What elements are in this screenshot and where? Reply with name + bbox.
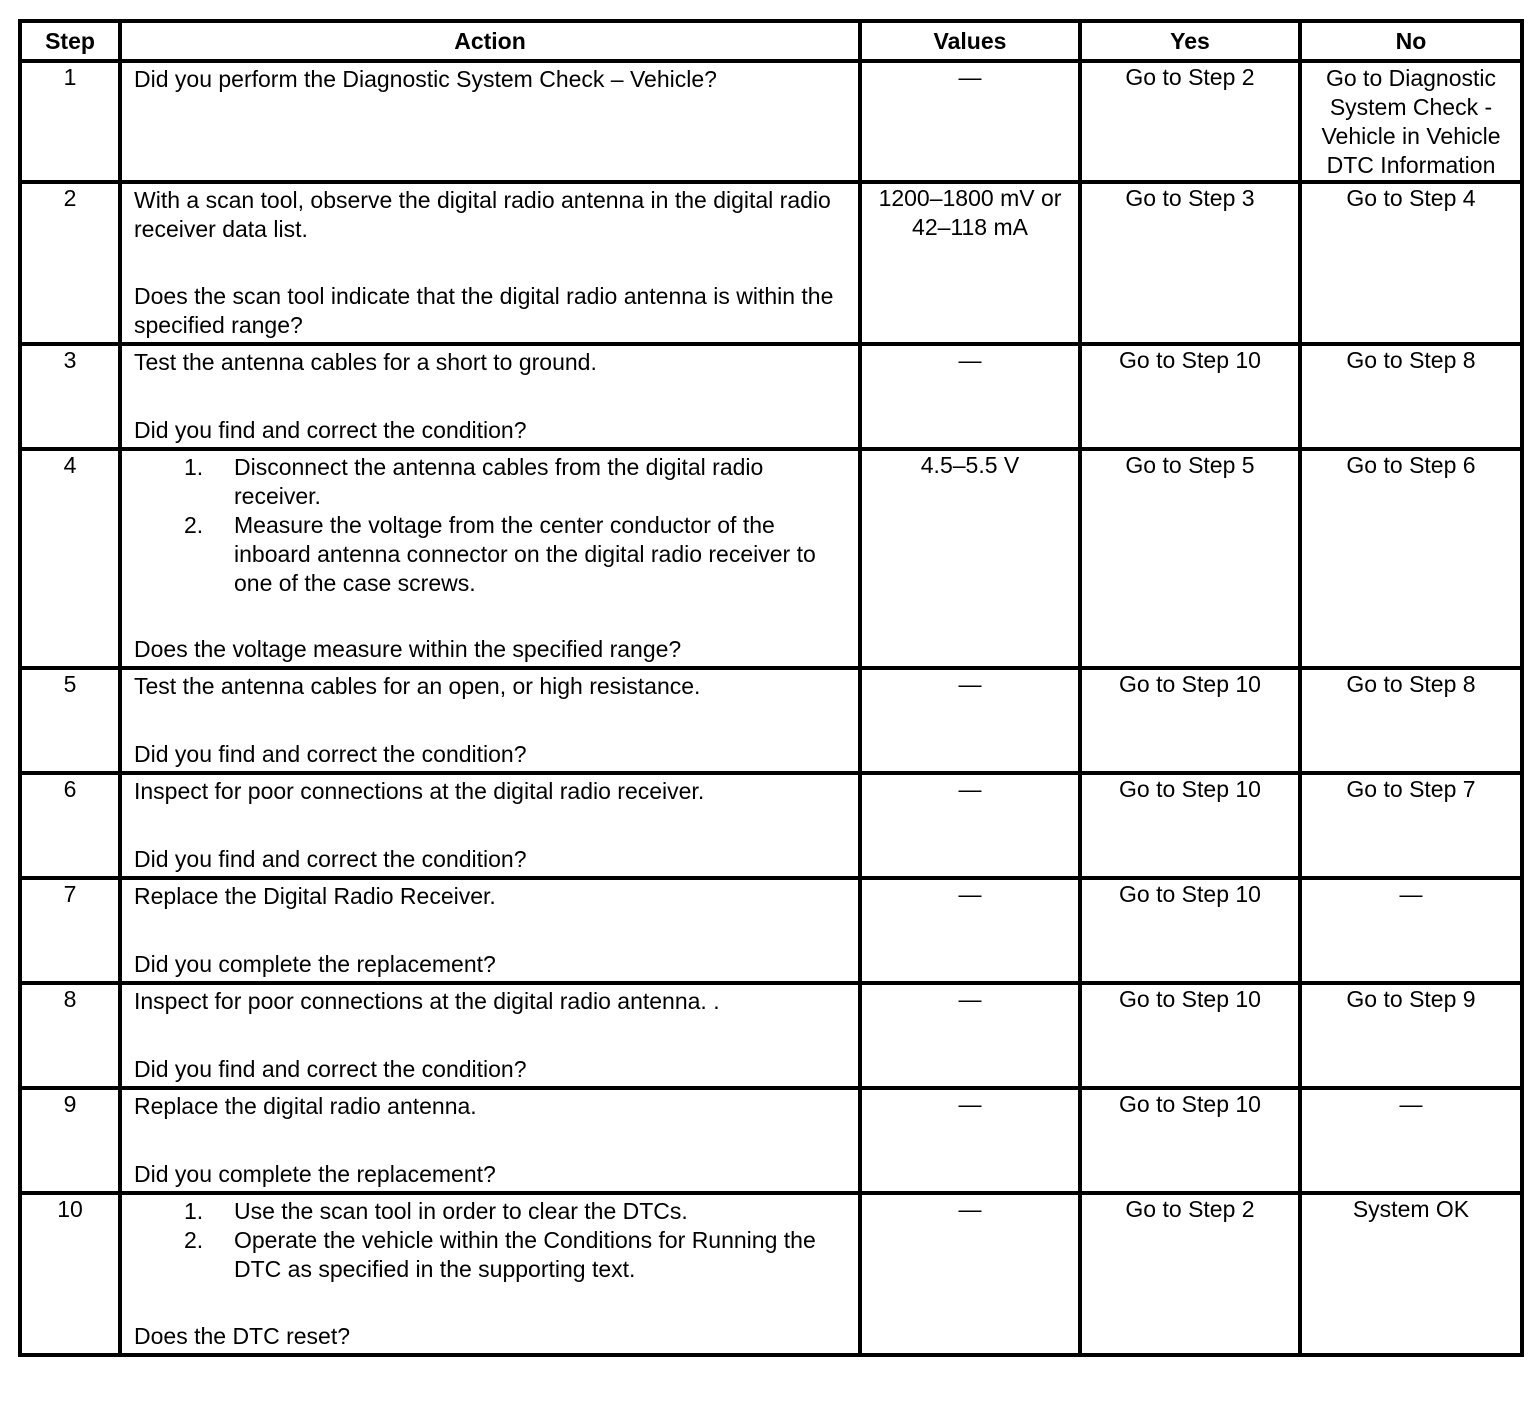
- yes-cell: Go to Step 10: [1080, 983, 1300, 1088]
- header-no: No: [1300, 21, 1522, 61]
- list-number: 1.: [184, 1198, 204, 1224]
- no-cell: Go to Step 4: [1300, 182, 1522, 344]
- action-text: Replace the digital radio antenna.: [134, 1093, 477, 1119]
- action-question: Did you find and correct the condition?: [134, 741, 527, 767]
- action-question: Did you find and correct the condition?: [134, 417, 527, 443]
- step-number: 5: [20, 668, 120, 773]
- action-question: Does the scan tool indicate that the digital radio antenna is within the specified range?: [134, 283, 834, 338]
- table-row: [20, 1193, 1522, 1355]
- value-cell: —: [860, 61, 1080, 182]
- yes-cell: Go to Step 10: [1080, 773, 1300, 878]
- action-cell: [120, 983, 860, 1088]
- action-text: Replace the Digital Radio Receiver.: [134, 883, 496, 909]
- action-cell: [120, 668, 860, 773]
- action-question: Did you complete the replacement?: [134, 1161, 496, 1187]
- list-text: Use the scan tool in order to clear the DTCs.: [234, 1198, 688, 1224]
- list-item: [134, 1197, 846, 1226]
- action-text: Inspect for poor connections at the digital radio antenna. .: [134, 988, 720, 1014]
- yes-cell: Go to Step 10: [1080, 878, 1300, 983]
- value-cell: —: [860, 668, 1080, 773]
- table-row: [20, 878, 1522, 983]
- no-cell: Go to Step 8: [1300, 344, 1522, 449]
- action-cell: [120, 878, 860, 983]
- step-number: 8: [20, 983, 120, 1088]
- table-row: [20, 449, 1522, 668]
- list-number: 2.: [184, 1227, 204, 1253]
- table-row: [20, 773, 1522, 878]
- step-number: 3: [20, 344, 120, 449]
- action-cell: [120, 182, 860, 344]
- list-number: 2.: [184, 512, 204, 538]
- action-text: Test the antenna cables for a short to ground.: [134, 349, 597, 375]
- list-text: Measure the voltage from the center conductor of the inboard antenna connector on the digital radio receiver to one of the case screws.: [234, 512, 816, 596]
- value-cell: —: [860, 1088, 1080, 1193]
- value-cell: —: [860, 878, 1080, 983]
- action-cell: [120, 344, 860, 449]
- list-text: Operate the vehicle within the Conditions for Running the DTC as specified in the supporting text.: [234, 1227, 816, 1282]
- step-number: 9: [20, 1088, 120, 1193]
- header-action: Action: [120, 21, 860, 61]
- no-cell: Go to Step 6: [1300, 449, 1522, 668]
- action-list: [134, 1197, 846, 1284]
- action-question: Does the DTC reset?: [134, 1323, 351, 1349]
- yes-cell: Go to Step 10: [1080, 344, 1300, 449]
- value-cell: —: [860, 1193, 1080, 1355]
- yes-cell: Go to Step 10: [1080, 668, 1300, 773]
- value-cell: 1200–1800 mV or 42–118 mA: [860, 182, 1080, 344]
- header-step: Step: [20, 21, 120, 61]
- action-cell: [120, 773, 860, 878]
- action-question: Did you find and correct the condition?: [134, 1056, 527, 1082]
- header-row: [20, 21, 1522, 61]
- value-cell: 4.5–5.5 V: [860, 449, 1080, 668]
- value-cell: —: [860, 983, 1080, 1088]
- no-cell: Go to Step 9: [1300, 983, 1522, 1088]
- yes-cell: Go to Step 5: [1080, 449, 1300, 668]
- action-text: With a scan tool, observe the digital radio antenna in the digital radio receiver data list.: [134, 187, 831, 242]
- action-cell: [120, 1193, 860, 1355]
- table-row: [20, 61, 1522, 182]
- no-cell: Go to Diagnostic System Check - Vehicle in Vehicle DTC Information: [1300, 61, 1522, 182]
- action-question: Did you complete the replacement?: [134, 951, 496, 977]
- list-item: [134, 511, 846, 598]
- list-item: [134, 453, 846, 511]
- no-cell: —: [1300, 878, 1522, 983]
- table-row: [20, 1088, 1522, 1193]
- table-row: [20, 182, 1522, 344]
- action-cell: [120, 1088, 860, 1193]
- step-number: 10: [20, 1193, 120, 1355]
- step-number: 1: [20, 61, 120, 182]
- yes-cell: Go to Step 2: [1080, 1193, 1300, 1355]
- value-cell: —: [860, 344, 1080, 449]
- header-values: Values: [860, 21, 1080, 61]
- action-list: [134, 453, 846, 598]
- value-cell: —: [860, 773, 1080, 878]
- list-item: [134, 1226, 846, 1284]
- action-cell: [120, 61, 860, 182]
- step-number: 7: [20, 878, 120, 983]
- action-text: Inspect for poor connections at the digital radio receiver.: [134, 778, 705, 804]
- action-text: Did you perform the Diagnostic System Check – Vehicle?: [134, 66, 717, 92]
- no-cell: Go to Step 7: [1300, 773, 1522, 878]
- step-number: 4: [20, 449, 120, 668]
- header-yes: Yes: [1080, 21, 1300, 61]
- table-row: [20, 344, 1522, 449]
- table-row: [20, 983, 1522, 1088]
- list-number: 1.: [184, 454, 204, 480]
- no-cell: —: [1300, 1088, 1522, 1193]
- diagnostic-table: [18, 19, 1524, 1357]
- action-question: Did you find and correct the condition?: [134, 846, 527, 872]
- list-text: Disconnect the antenna cables from the digital radio receiver.: [234, 454, 764, 509]
- yes-cell: Go to Step 10: [1080, 1088, 1300, 1193]
- yes-cell: Go to Step 2: [1080, 61, 1300, 182]
- no-cell: Go to Step 8: [1300, 668, 1522, 773]
- yes-cell: Go to Step 3: [1080, 182, 1300, 344]
- action-text: Test the antenna cables for an open, or high resistance.: [134, 673, 701, 699]
- action-question: Does the voltage measure within the specified range?: [134, 636, 682, 662]
- no-cell: System OK: [1300, 1193, 1522, 1355]
- action-cell: [120, 449, 860, 668]
- step-number: 6: [20, 773, 120, 878]
- table-row: [20, 668, 1522, 773]
- step-number: 2: [20, 182, 120, 344]
